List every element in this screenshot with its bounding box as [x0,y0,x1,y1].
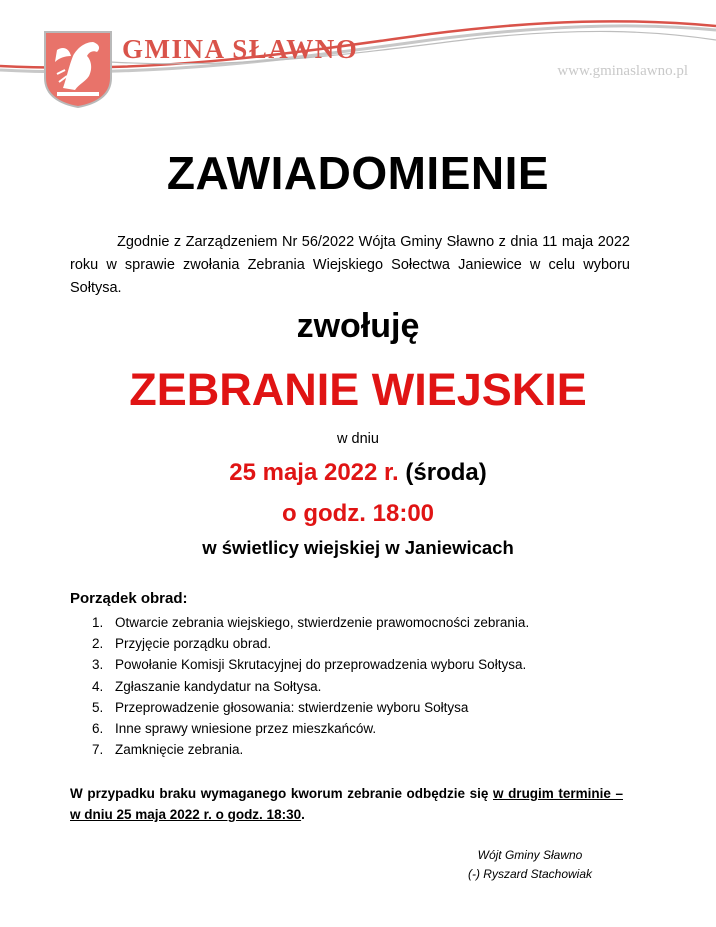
signature-name: (-) Ryszard Stachowiak [467,867,593,881]
list-item [92,612,652,633]
item-number: 1. [92,615,104,630]
quorum-notice [70,783,623,825]
signature-role: Wójt Gminy Sławno [477,848,583,862]
item-number: 4. [92,678,104,694]
letterhead [0,0,716,110]
item-text: Przyjęcie porządku obrad. [115,636,272,652]
website-url: www.gminaslawno.pl [557,63,688,79]
item-text: Inne sprawy wniesione przez mieszkańców. [115,721,377,737]
list-item [92,697,652,718]
list-item [92,718,652,739]
item-number: 2. [92,636,104,652]
item-text: Otwarcie zebrania wiejskiego, stwierdzenie prawomocności zebrania. [115,615,530,630]
document-title: ZAWIADOMIENIE [166,147,550,199]
notice-prefix: W przypadku braku wymaganego kworum zebranie odbędzie się [70,786,493,801]
item-number: 5. [92,699,104,715]
item-text: Przeprowadzenie głosowania: stwierdzenie wyboru Sołtysa [115,699,469,715]
notice-second-term: w drugim terminie – w dniu 25 maja 2022 r. o godz. 18:30 [70,786,623,822]
item-number: 3. [92,657,104,673]
item-text: Zgłaszanie kandydatur na Sołtysa. [115,678,322,694]
org-name: GMINA SŁAWNO [122,34,359,64]
event-date-line [0,459,716,487]
list-item [92,676,652,697]
event-weekday: (środa) [405,459,487,486]
notice-suffix: . [301,807,305,822]
intro-paragraph: Zgodnie z Zarządzeniem Nr 56/2022 Wójta Gminy Sławno z dnia 11 maja 2022 roku w sprawie zwołania Zebrania Wiejskiego Sołectwa Janiewice w celu wyboru Sołtysa. [70,234,630,296]
event-place: w świetlicy wiejskiej w Janiewicach [202,537,514,558]
item-text: Zamknięcie zebrania. [115,742,244,758]
list-item [92,739,652,760]
agenda-title: Porządek obrad: [70,590,188,607]
signature-block [440,846,620,884]
item-number: 7. [92,742,104,758]
list-item [92,633,652,654]
event-date: 25 maja 2022 r. [229,459,399,486]
agenda-list [92,612,652,760]
event-time: o godz. 18:00 [281,500,435,527]
item-text: Powołanie Komisji Skrutacyjnej do przeprowadzenia wyboru Sołtysa. [115,657,527,673]
list-item [92,654,652,675]
summon-word: zwołuję [296,307,420,345]
on-day-label: w dniu [337,431,379,447]
event-heading: ZEBRANIE WIEJSKIE [129,364,587,415]
item-number: 6. [92,721,104,737]
crest-griffin-icon [43,30,113,108]
